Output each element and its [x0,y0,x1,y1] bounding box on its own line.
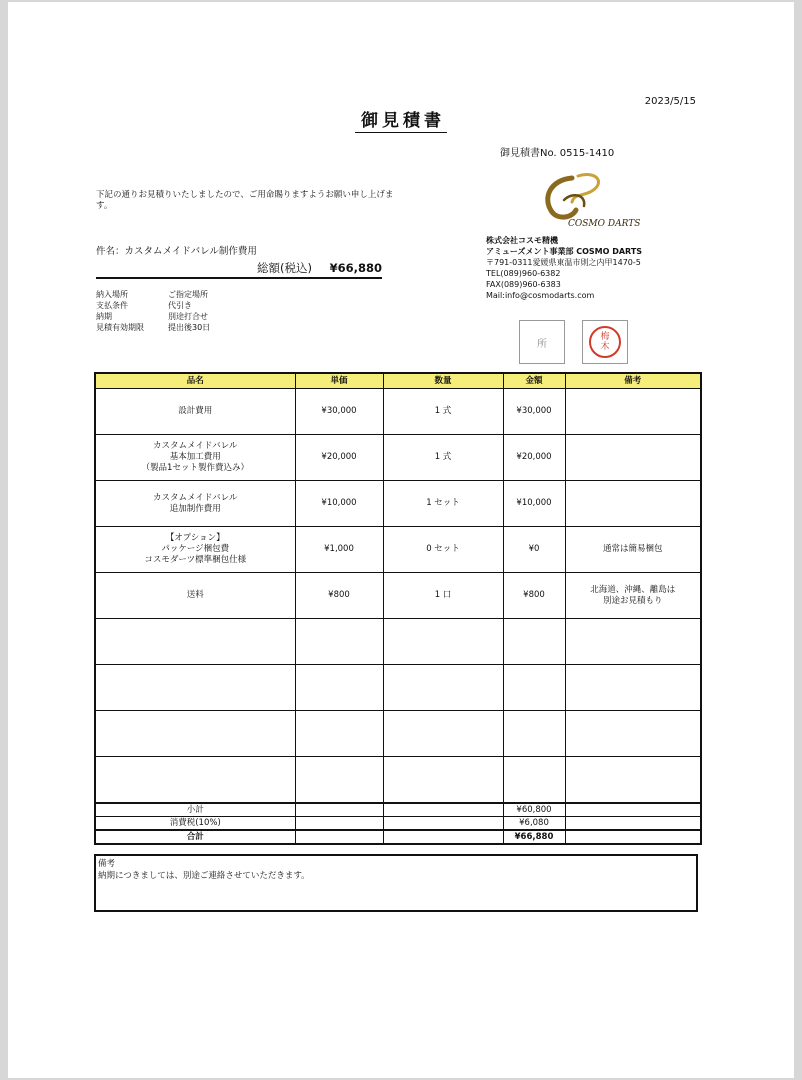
summary-empty-cell [383,817,503,831]
condition-row [96,322,210,333]
quantity-cell: 0 セット [383,527,503,573]
company-address: 〒791-0311愛媛県東温市則之内甲1470-5 [486,258,641,267]
unit-price-cell: ¥20,000 [295,435,383,481]
table-row [95,757,701,804]
unit-price-cell [295,757,383,804]
note-cell [565,711,701,757]
table-row [95,665,701,711]
amount-cell: ¥30,000 [503,389,565,435]
table-row [95,389,701,435]
table-body [95,389,701,804]
header-amount: 金額 [503,373,565,389]
seal-char-top: 梅 [600,332,610,342]
condition-row [96,300,210,311]
unit-price-cell: ¥800 [295,573,383,619]
note-cell: 通常は簡易梱包 [565,527,701,573]
table-row [95,711,701,757]
condition-row [96,311,210,322]
office-stamp-label: 所 [537,338,547,350]
table-row [95,527,701,573]
item-name-cell [95,711,295,757]
quote-number: 御見積書No. 0515-1410 [500,148,615,159]
summary-empty-cell [383,803,503,817]
condition-row [96,289,210,300]
quantity-cell [383,665,503,711]
note-cell [565,435,701,481]
item-name-cell [95,619,295,665]
note-cell [565,481,701,527]
seal-char-bottom: 木 [600,342,610,352]
summary-label: 小計 [95,803,295,817]
item-name-cell: 設計費用 [95,389,295,435]
summary-empty-cell [295,803,383,817]
header-quantity: 数量 [383,373,503,389]
summary-row-total [95,830,701,844]
unit-price-cell [295,665,383,711]
unit-price-cell [295,619,383,665]
summary-row-tax [95,817,701,831]
quantity-cell [383,711,503,757]
summary-amount: ¥66,880 [503,830,565,844]
amount-cell: ¥20,000 [503,435,565,481]
quantity-cell: 1 セット [383,481,503,527]
condition-key: 支払条件 [96,301,128,310]
company-info [486,235,642,301]
document-title: 御見積書 [355,111,447,133]
table-row [95,573,701,619]
note-cell [565,619,701,665]
condition-value: 別途打合せ [168,312,208,321]
subject-line: 件名：カスタムメイドバレル制作費用 [96,246,257,257]
summary-empty-cell [295,830,383,844]
unit-price-cell: ¥30,000 [295,389,383,435]
summary-empty-cell [295,817,383,831]
item-name-cell: カスタムメイドバレル 基本加工費用 （製品1セット製作費込み） [95,435,295,481]
amount-cell [503,619,565,665]
quantity-cell [383,619,503,665]
table-row [95,481,701,527]
amount-cell: ¥10,000 [503,481,565,527]
total-amount: ¥66,880 [329,261,382,275]
condition-value: 代引き [168,301,192,310]
table-row [95,619,701,665]
item-name-cell [95,665,295,711]
summary-row-subtotal [95,803,701,817]
logo-text: COSMO DARTS [568,219,640,229]
estimate-table [94,372,702,845]
item-name-cell: カスタムメイドバレル 追加制作費用 [95,481,295,527]
intro-text: 下記の通りお見積りいたしましたので、ご用命賜りますようお願い申し上げます。 [96,190,394,211]
summary-empty-cell [383,830,503,844]
condition-value: ご指定場所 [168,290,208,299]
summary-label: 消費税(10%) [95,817,295,831]
amount-cell [503,757,565,804]
unit-price-cell: ¥1,000 [295,527,383,573]
summary-empty-cell [565,803,701,817]
company-name: 株式会社コスモ精機 [486,236,558,245]
summary-label: 合計 [95,830,295,844]
note-cell [565,389,701,435]
note-cell: 北海道、沖縄、離島は 別途お見積もり [565,573,701,619]
item-name-cell: 【オプション】 パッケージ梱包費 コスモダーツ標準梱包仕様 [95,527,295,573]
quantity-cell: 1 口 [383,573,503,619]
company-mail: Mail:info@cosmodarts.com [486,291,595,300]
quantity-cell [383,757,503,804]
total-amount-line [96,260,382,279]
unit-price-cell [295,711,383,757]
company-tel: TEL(089)960-6382 [486,269,561,278]
remarks-label: 備考 [98,859,116,869]
item-name-cell [95,757,295,804]
amount-cell [503,665,565,711]
quantity-cell: 1 式 [383,435,503,481]
quote-document [8,2,794,1078]
condition-key: 納入場所 [96,290,128,299]
note-cell [565,665,701,711]
unit-price-cell: ¥10,000 [295,481,383,527]
summary-amount: ¥60,800 [503,803,565,817]
document-date: 2023/5/15 [644,96,696,107]
header-note: 備考 [565,373,701,389]
summary-empty-cell [565,817,701,831]
header-unit-price: 単価 [295,373,383,389]
company-dept: アミューズメント事業部 COSMO DARTS [486,247,643,256]
office-stamp-box [519,320,565,364]
condition-value: 提出後30日 [168,323,211,332]
amount-cell: ¥0 [503,527,565,573]
remarks-text: 納期につきましては、別途ご連絡させていただきます。 [98,871,310,881]
cosmo-darts-logo [528,172,640,230]
table-row [95,435,701,481]
condition-key: 見積有効期限 [96,323,144,332]
total-label: 総額(税込) [256,261,312,275]
amount-cell: ¥800 [503,573,565,619]
header-item-name: 品名 [95,373,295,389]
company-fax: FAX(089)960-6383 [486,280,561,289]
condition-key: 納期 [96,312,112,321]
amount-cell [503,711,565,757]
quantity-cell: 1 式 [383,389,503,435]
document-title-wrap [8,106,794,131]
item-name-cell: 送料 [95,573,295,619]
summary-amount: ¥6,080 [503,817,565,831]
personal-seal-box [582,320,628,364]
summary-empty-cell [565,830,701,844]
personal-seal [589,326,621,358]
conditions-list [96,289,210,333]
remarks-box [94,854,698,912]
table-header-row [95,373,701,389]
note-cell [565,757,701,804]
